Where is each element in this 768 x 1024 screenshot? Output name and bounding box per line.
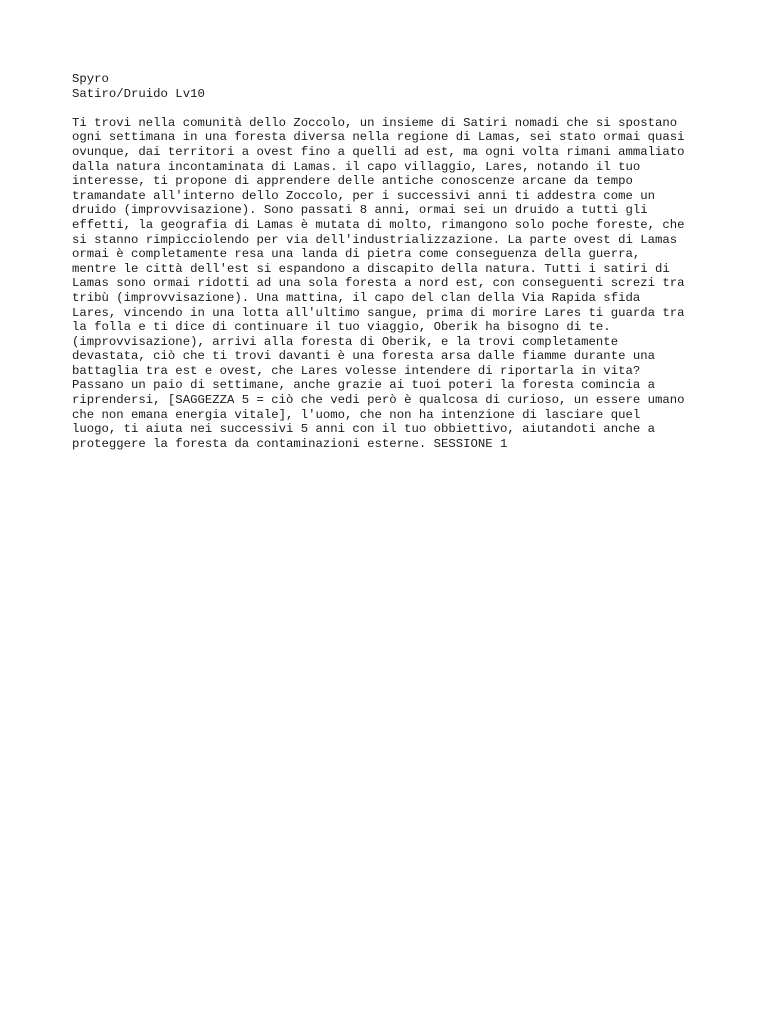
- story-line: Lares, vincendo in una lotta all'ultimo sangue, prima di morire Lares ti guarda tra: [72, 305, 685, 320]
- story-line: ormai è completamente resa una landa di pietra come conseguenza della guerra,: [72, 247, 641, 262]
- character-class-level: Satiro/Druido Lv10: [72, 86, 205, 101]
- story-line: proteggere la foresta da contaminazioni esterne. SESSIONE 1: [72, 436, 508, 451]
- story-line: che non emana energia vitale], l'uomo, che non ha intenzione di lasciare quel: [72, 407, 641, 422]
- story-line: interesse, ti propone di apprendere delle antiche conoscenze arcane da tempo: [72, 174, 633, 189]
- story-line: tribù (improvvisazione). Una mattina, il capo del clan della Via Rapida sfida: [72, 290, 641, 305]
- character-name: Spyro: [72, 72, 109, 86]
- story-line: Passano un paio di settimane, anche grazie ai tuoi poteri la foresta comincia a: [72, 378, 655, 393]
- story-line: mentre le città dell'est si espandono a discapito della natura. Tutti i satiri di: [72, 261, 670, 276]
- story-line: druido (improvvisazione). Sono passati 8 anni, ormai sei un druido a tutti gli: [72, 203, 648, 218]
- story-line: luogo, ti aiuta nei successivi 5 anni con il tuo obbiettivo, aiutandoti anche a: [72, 422, 655, 437]
- story-line: battaglia tra est e ovest, che Lares volesse intendere di riportarla in vita?: [72, 363, 641, 378]
- story-line: si stanno rimpicciolendo per via dell'industrializzazione. La parte ovest di Lamas: [72, 232, 678, 247]
- story-paragraph: [72, 116, 712, 452]
- story-line: devastata, ciò che ti trovi davanti è una foresta arsa dalle fiamme durante una: [72, 349, 655, 364]
- story-line: effetti, la geografia di Lamas è mutata di molto, rimangono solo poche foreste, che: [72, 217, 685, 232]
- story-line: ovunque, dai territori a ovest fino a quelli ad est, ma ogni volta rimani ammaliato: [72, 144, 685, 159]
- story-line: Lamas sono ormai ridotti ad una sola foresta a nord est, con conseguenti screzi tra: [72, 276, 685, 291]
- story-line: dalla natura incontaminata di Lamas. il capo villaggio, Lares, notando il tuo: [72, 159, 641, 174]
- paragraph-spacer: [72, 101, 712, 116]
- story-line: ogni settimana in una foresta diversa nella regione di Lamas, sei stato ormai quasi: [72, 130, 685, 145]
- story-line: tramandate all'interno dello Zoccolo, per i successivi anni ti addestra come un: [72, 188, 655, 203]
- story-line: Ti trovi nella comunità dello Zoccolo, un insieme di Satiri nomadi che si spostano: [72, 115, 678, 130]
- story-line: (improvvisazione), arrivi alla foresta di Oberik, e la trovi completamente: [72, 334, 619, 349]
- story-line: la folla e ti dice di continuare il tuo viaggio, Oberik ha bisogno di te.: [72, 320, 611, 335]
- story-line: riprendersi, [SAGGEZZA 5 = ciò che vedi però è qualcosa di curioso, un essere umano: [72, 393, 685, 408]
- document-page: [72, 72, 712, 451]
